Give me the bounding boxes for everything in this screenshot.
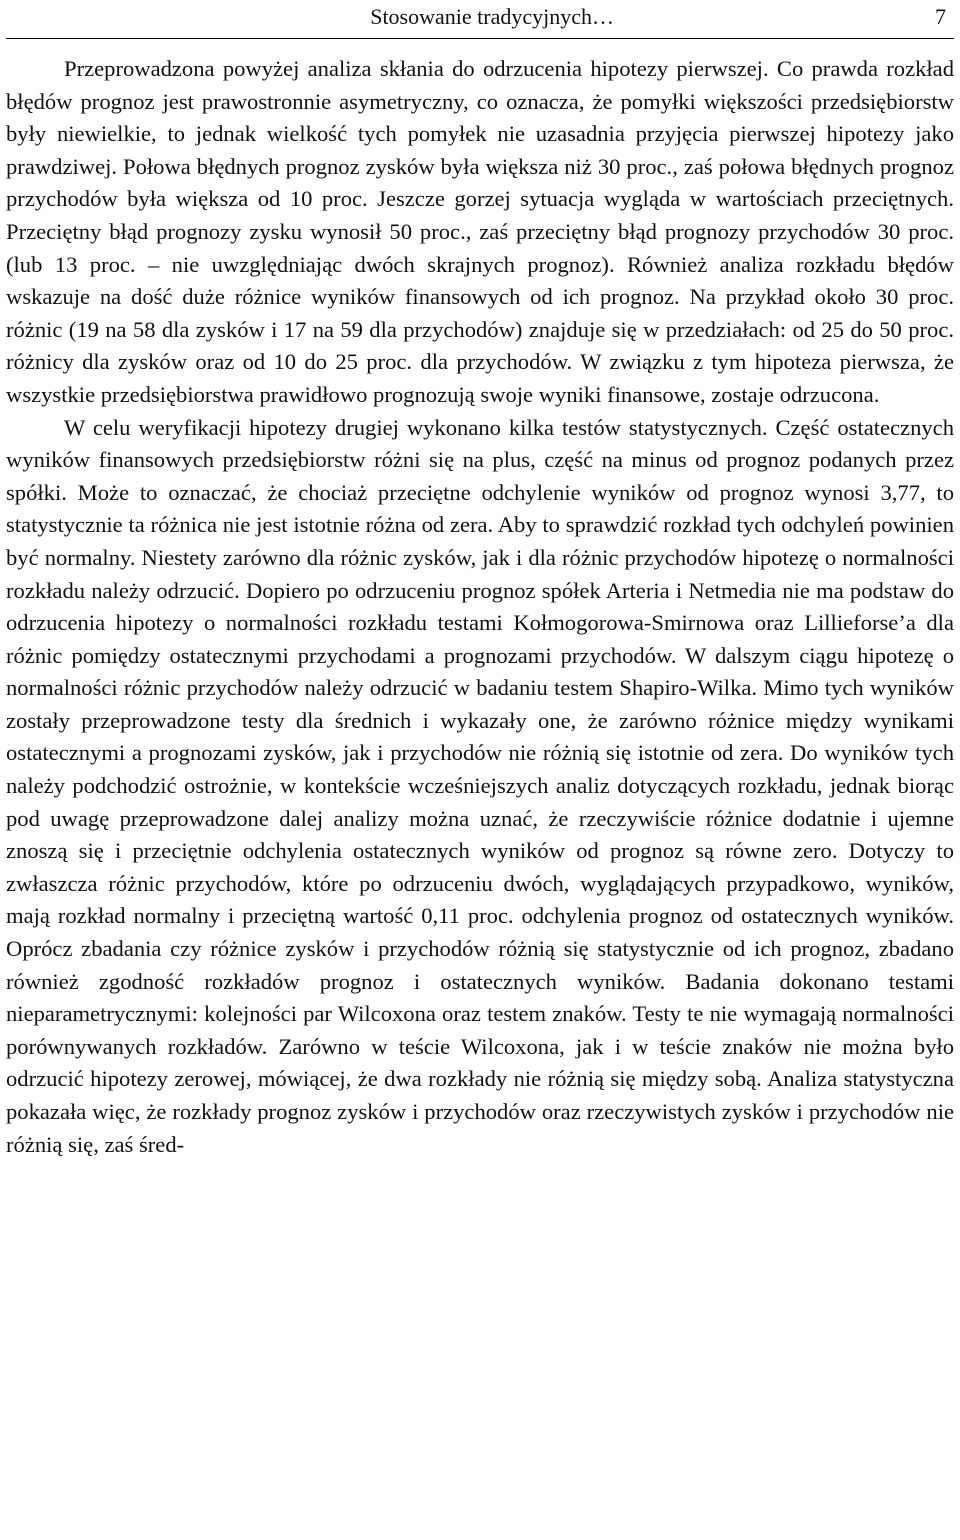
body-text — [6, 53, 954, 1161]
running-header — [6, 0, 954, 39]
page-number: 7 — [935, 4, 946, 29]
paragraph-1: Przeprowadzona powyżej analiza skłania do odrzucenia hipotezy pierwszej. Co prawda rozkład błędów prognoz jest prawostronnie asymetryczny, co oznacza, że pomyłki większości przedsiębiorstw były niewielkie, to jednak wielkość tych pomyłek nie uzasadnia przyjęcia pierwszej hipotezy jako prawdziwej. Połowa błędnych prognoz zysków była większa niż 30 proc., zaś połowa błędnych prognoz przychodów była większa od 10 proc. Jeszcze gorzej sytuacja wygląda w wartościach przeciętnych. Przeciętny błąd prognozy zysku wynosił 50 proc., zaś przeciętny błąd prognozy przychodów 30 proc. (lub 13 proc. – nie uwzględniając dwóch skrajnych prognoz). Również analiza rozkładu błędów wskazuje na dość duże różnice wyników finansowych od ich prognoz. Na przykład około 30 proc. różnic (19 na 58 dla zysków i 17 na 59 dla przychodów) znajduje się w przedziałach: od 25 do 50 proc. różnicy dla zysków oraz od 10 do 25 proc. dla przychodów. W związku z tym hipoteza pierwsza, że wszystkie przedsiębiorstwa prawidłowo prognozują swoje wyniki finansowe, zostaje odrzucona. — [6, 56, 954, 407]
running-header-title: Stosowanie tradycyjnych… — [370, 4, 614, 29]
paragraph-2: W celu weryfikacji hipotezy drugiej wykonano kilka testów statystycznych. Część ostatecznych wyników finansowych przedsiębiorstw różni się na plus, część na minus od prognoz podanych przez spółki. Może to oznaczać, że chociaż przeciętne odchylenie wyników od prognoz wynosi 3,77, to statystycznie ta różnica nie jest istotnie różna od zera. Aby to sprawdzić rozkład tych odchyleń powinien być normalny. Niestety zarówno dla różnic zysków, jak i dla różnic przychodów hipotezę o normalności rozkładu należy odrzucić. Dopiero po odrzuceniu prognoz spółek Arteria i Netmedia nie ma podstaw do odrzucenia hipotezy o normalności rozkładu testami Kołmogorowa-Smirnowa oraz Lillieforse’a dla różnic pomiędzy ostatecznymi przychodami a prognozami przychodów. W dalszym ciągu hipotezę o normalności różnic przychodów należy odrzucić w badaniu testem Shapiro-Wilka. Mimo tych wyników zostały przeprowadzone testy dla średnich i wykazały one, że zarówno różnice między wynikami ostatecznymi a prognozami zysków, jak i przychodów nie różnią się istotnie od zera. Do wyników tych należy podchodzić ostrożnie, w kontekście wcześniejszych analiz dotyczących rozkładu, jednak biorąc pod uwagę przeprowadzone dalej analizy można uznać, że rzeczywiście różnice dodatnie i ujemne znoszą się i przeciętnie odchylenia ostatecznych wyników od prognoz są równe zero. Dotyczy to zwłaszcza różnic przychodów, które po odrzuceniu dwóch, wyglądających przypadkowo, wyników, mają rozkład normalny i przeciętną wartość 0,11 proc. odchylenia prognoz od ostatecznych wyników. Oprócz zbadania czy różnice zysków i przychodów różnią się statystycznie od ich prognoz, zbadano również zgodność rozkładów prognoz i ostatecznych wyników. Badania dokonano testami nieparametrycznymi: kolejności par Wilcoxona oraz testem znaków. Testy te nie wymagają normalności porównywanych rozkładów. Zarówno w teście Wilcoxona, jak i w teście znaków nie można było odrzucić hipotezy zerowej, mówiącej, że dwa rozkłady nie różnią się między sobą. Analiza statystyczna pokazała więc, że rozkłady prognoz zysków i przychodów oraz rzeczywistych zysków i przychodów nie różnią się, zaś śred- — [6, 414, 954, 1157]
